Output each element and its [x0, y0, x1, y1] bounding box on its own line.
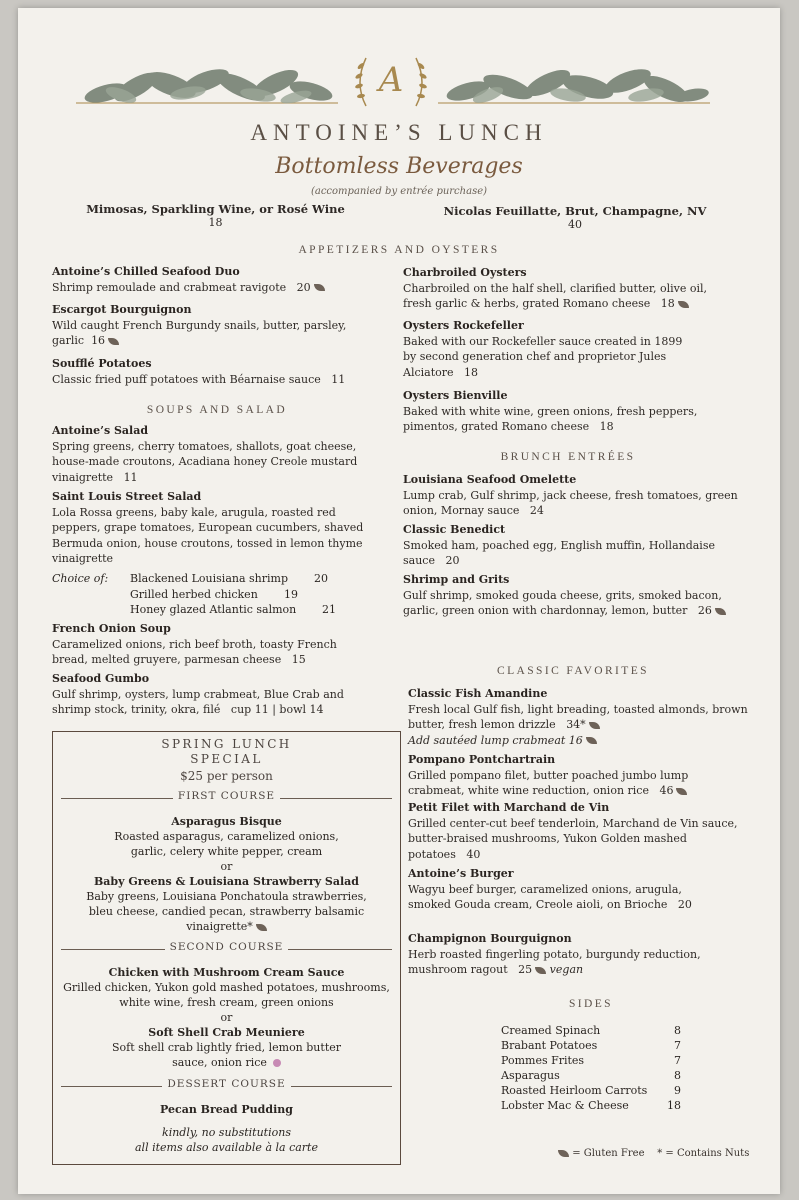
- legend-nuts-symbol: *: [657, 1148, 663, 1159]
- list-item: [501, 1098, 681, 1113]
- soup-item: [52, 671, 382, 718]
- special-title: SPRING LUNCH: [161, 737, 292, 751]
- beverages-note: (accompanied by entrée purchase): [310, 186, 488, 197]
- dessert-course-text: DESSERT COURSE: [162, 1078, 290, 1090]
- item-price: 18: [599, 420, 614, 433]
- side-name: Lobster Mac & Cheese: [501, 1099, 629, 1112]
- beverage-left-price: 18: [208, 216, 223, 229]
- item-price: 18: [464, 365, 479, 379]
- item-desc: Lola Rossa greens, baby kale, arugula, roasted red peppers, grape tomatoes, European cucumbers, shaved Bermuda onion, house croutons, tossed in lemon thyme vinaigrette: [52, 505, 364, 565]
- gluten-free-leaf-icon: [558, 1150, 569, 1157]
- brunch-item: [403, 522, 733, 569]
- item-desc: Lump crab, Gulf shrimp, jack cheese, fresh tomatoes, green onion, Mornay sauce: [403, 488, 738, 517]
- appetizer-item: [52, 264, 372, 295]
- item-name: Classic Fish Amandine: [408, 687, 548, 700]
- classic-item: [408, 752, 738, 799]
- leaf-garland-right: [438, 63, 710, 111]
- item-name: Oysters Bienville: [403, 389, 508, 402]
- item-desc: Gulf shrimp, oysters, lump crabmeat, Blue Crab and shrimp stock, trinity, okra, filé: [52, 687, 344, 716]
- leaf-garland-left: [76, 63, 338, 111]
- list-item: [501, 1023, 681, 1038]
- menu-title: ANTOINE’S LUNCH: [250, 120, 548, 145]
- item-desc: Gulf shrimp, smoked gouda cheese, grits, smoked bacon, garlic, green onion with chardonnay, lemon, butter: [403, 588, 722, 617]
- choice-price: 20: [314, 572, 328, 585]
- item-price: 15: [291, 653, 306, 666]
- beverage-right-name: Nicolas Feuillatte, Brut, Champagne, NV: [443, 204, 707, 218]
- soup-item: [52, 423, 382, 485]
- item-desc: Baked with white wine, green onions, fresh peppers, pimentos, grated Romano cheese: [403, 404, 698, 433]
- special-notes: [53, 1125, 400, 1155]
- soup-item: [52, 621, 364, 668]
- item-price: 20: [296, 280, 311, 294]
- choice-price: 19: [284, 587, 298, 601]
- gluten-free-leaf-icon: [715, 608, 726, 615]
- side-name: Roasted Heirloom Carrots: [501, 1084, 648, 1097]
- side-price: 7: [674, 1054, 681, 1067]
- appetizers-heading: APPETIZERS AND OYSTERS: [298, 244, 500, 256]
- item-name: Antoine’s Burger: [408, 867, 514, 880]
- item-name: Shrimp and Grits: [403, 573, 510, 586]
- item-price: 40: [466, 847, 481, 861]
- item-name: Asparagus Bisque: [171, 815, 282, 828]
- gluten-free-leaf-icon: [678, 301, 689, 308]
- item-desc: Roasted asparagus, caramelized onions, garlic, celery white pepper, cream: [114, 830, 339, 858]
- beverage-right-price: 40: [568, 218, 582, 231]
- legend: [558, 1148, 749, 1159]
- item-price: 18: [660, 297, 675, 310]
- soup-item: [52, 489, 364, 567]
- item-name: Antoine’s Salad: [52, 424, 149, 437]
- brunch-heading: BRUNCH ENTRÉES: [500, 451, 636, 463]
- side-price: 9: [674, 1084, 681, 1097]
- item-desc-text: Soft shell crab lightly fried, lemon butter sauce, onion rice: [111, 1041, 342, 1069]
- item-desc: [53, 889, 400, 934]
- special-item: [53, 965, 400, 1025]
- sides-heading: SIDES: [569, 998, 613, 1010]
- special-subtitle: SPECIAL: [190, 752, 263, 766]
- spring-special-box: [52, 731, 401, 1165]
- side-name: Pommes Frites: [501, 1054, 585, 1067]
- appetizer-item: [52, 356, 382, 387]
- gluten-free-leaf-icon: [108, 338, 119, 345]
- item-name: Pompano Pontchartrain: [408, 753, 556, 766]
- item-desc: Shrimp remoulade and crabmeat ravigote: [52, 280, 287, 294]
- item-name: Chicken with Mushroom Cream Sauce: [108, 966, 345, 979]
- item-name: French Onion Soup: [52, 622, 171, 635]
- choice-label: Choice of:: [52, 572, 109, 585]
- choice-name: Blackened Louisiana shrimp: [130, 572, 288, 585]
- classic-item: [408, 866, 728, 913]
- classic-item: [408, 931, 748, 978]
- legend-nuts: = Contains Nuts: [665, 1148, 750, 1159]
- item-price: 46: [659, 784, 674, 797]
- item-desc: Grilled pompano filet, butter poached jumbo lump crabmeat, white wine reduction, onion rice: [408, 768, 689, 797]
- side-name: Asparagus: [501, 1069, 560, 1082]
- item-name: Pecan Bread Pudding: [160, 1103, 293, 1116]
- item-name: Antoine’s Chilled Seafood Duo: [52, 265, 240, 278]
- gluten-free-leaf-icon: [586, 737, 597, 744]
- item-price: 25: [518, 963, 533, 976]
- item-name: Soft Shell Crab Meuniere: [148, 1026, 305, 1039]
- soups-heading: SOUPS AND SALAD: [146, 404, 288, 416]
- item-name: Soufflé Potatoes: [52, 357, 152, 370]
- brunch-item: [403, 572, 738, 619]
- gluten-free-leaf-icon: [535, 967, 546, 974]
- side-name: Brabant Potatoes: [501, 1039, 598, 1052]
- second-course-label: [53, 941, 400, 953]
- note-line: all items also available à la carte: [135, 1141, 318, 1154]
- item-price: 16: [91, 334, 106, 347]
- item-price: 34*: [566, 718, 586, 731]
- choice-name: Grilled herbed chicken: [130, 587, 258, 601]
- marker-dot-icon: [273, 1059, 281, 1067]
- special-price: $25 per person: [180, 769, 273, 783]
- list-item: [501, 1038, 681, 1053]
- appetizer-item: [403, 388, 733, 435]
- item-desc: Smoked ham, poached egg, English muffin, Hollandaise sauce: [403, 538, 715, 567]
- item-desc: Grilled center-cut beef tenderloin, Marchand de Vin sauce, butter-braised mushrooms, Yukon Golden mashed potatoes: [408, 816, 738, 861]
- item-price: 24: [529, 504, 544, 517]
- item-desc: Grilled chicken, Yukon gold mashed potatoes, mushrooms, white wine, fresh cream, green onions: [63, 981, 390, 1009]
- item-price: 26: [697, 604, 712, 617]
- item-desc: Baked with our Rockefeller sauce created in 1899 by second generation chef and proprietor Jules Alciatore: [403, 334, 683, 379]
- gluten-free-leaf-icon: [676, 788, 687, 795]
- item-price: 11: [331, 372, 346, 386]
- brunch-item: [403, 472, 738, 519]
- item-name: Petit Filet with Marchand de Vin: [408, 801, 610, 814]
- appetizer-item: [403, 318, 693, 380]
- gluten-free-leaf-icon: [314, 284, 325, 291]
- item-price: 20: [445, 554, 460, 567]
- item-tag: vegan: [549, 963, 584, 976]
- item-desc: Classic fried puff potatoes with Béarnaise sauce: [52, 372, 321, 386]
- second-course-text: SECOND COURSE: [165, 941, 289, 953]
- appetizer-item: [52, 302, 374, 349]
- salad-choices: [52, 571, 382, 619]
- side-price: 8: [674, 1069, 681, 1082]
- classic-item: [408, 800, 748, 862]
- side-price: 18: [667, 1099, 681, 1112]
- side-price: 7: [674, 1039, 681, 1052]
- item-desc-text: Baby greens, Louisiana Ponchatoula strawberries, bleu cheese, candied pecan, strawberry balsamic vinaigrette*: [86, 890, 367, 933]
- legend-gf: = Gluten Free: [572, 1148, 645, 1159]
- list-item: [501, 1083, 681, 1098]
- special-item: [53, 814, 400, 874]
- first-course-text: FIRST COURSE: [173, 790, 280, 802]
- sides-list: [501, 1023, 681, 1113]
- list-item: [501, 1068, 681, 1083]
- gluten-free-leaf-icon: [589, 722, 600, 729]
- item-price: 20: [677, 898, 692, 911]
- item-name: Louisiana Seafood Omelette: [403, 473, 577, 486]
- appetizer-item: [403, 265, 733, 312]
- beverages-heading: Bottomless Beverages: [275, 154, 523, 179]
- side-price: 8: [674, 1024, 681, 1037]
- item-name: Charbroiled Oysters: [403, 266, 527, 279]
- gluten-free-leaf-icon: [256, 924, 267, 931]
- item-name: Baby Greens & Louisiana Strawberry Salad: [94, 875, 359, 888]
- classic-item: [408, 686, 748, 748]
- note-line: kindly, no substitutions: [162, 1126, 291, 1139]
- crest-logo: [336, 48, 446, 116]
- beverage-left: [78, 202, 353, 229]
- item-name: Saint Louis Street Salad: [52, 490, 202, 503]
- choice-name: Honey glazed Atlantic salmon: [130, 603, 297, 616]
- item-name: Oysters Rockefeller: [403, 319, 524, 332]
- crest-letter: A: [378, 60, 404, 100]
- side-name: Creamed Spinach: [501, 1024, 601, 1037]
- or-label: or: [220, 1011, 233, 1024]
- item-name: Seafood Gumbo: [52, 672, 150, 685]
- item-desc: Wagyu beef burger, caramelized onions, arugula, smoked Gouda cream, Creole aioli, on Brioche: [408, 882, 682, 911]
- item-name: Escargot Bourguignon: [52, 303, 192, 316]
- item-price: 11: [123, 470, 138, 484]
- special-item: [53, 1025, 400, 1070]
- item-desc: Caramelized onions, rich beef broth, toasty French bread, melted gruyere, parmesan cheese: [52, 637, 337, 666]
- item-desc: Herb roasted fingerling potato, burgundy reduction, mushroom ragout: [408, 947, 701, 976]
- special-item: [53, 1102, 400, 1117]
- item-desc: Spring greens, cherry tomatoes, shallots, goat cheese, house-made croutons, Acadiana honey Creole mustard vinaigrette: [52, 439, 358, 484]
- classic-heading: CLASSIC FAVORITES: [497, 665, 649, 677]
- item-name: Champignon Bourguignon: [408, 932, 572, 945]
- or-label: or: [220, 860, 233, 873]
- item-name: Classic Benedict: [403, 523, 506, 536]
- special-item: [53, 874, 400, 934]
- first-course-label: [53, 790, 400, 802]
- dessert-course-label: [53, 1078, 400, 1090]
- item-desc: Fresh local Gulf fish, light breading, toasted almonds, brown butter, fresh lemon drizzle: [408, 702, 748, 731]
- beverage-right: [430, 204, 720, 231]
- item-desc: Wild caught French Burgundy snails, butter, parsley, garlic: [52, 318, 347, 347]
- item-desc: Charbroiled on the half shell, clarified butter, olive oil, fresh garlic & herbs, grated Romano cheese: [403, 281, 707, 310]
- item-extra: Add sautéed lump crabmeat 16: [408, 733, 583, 747]
- choice-price: 21: [322, 603, 336, 616]
- list-item: [501, 1053, 681, 1068]
- item-desc: [53, 1040, 400, 1070]
- beverage-left-name: Mimosas, Sparkling Wine, or Rosé Wine: [86, 202, 345, 216]
- item-price: cup 11 | bowl 14: [230, 703, 324, 716]
- menu-page: [18, 8, 780, 1194]
